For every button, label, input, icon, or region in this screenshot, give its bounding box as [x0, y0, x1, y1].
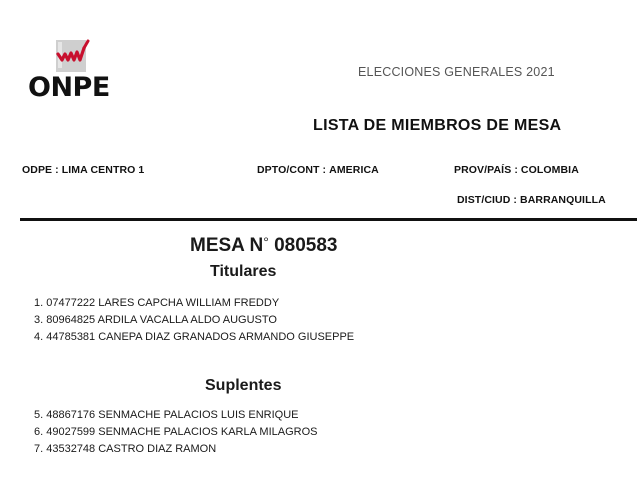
- dist-label: DIST/CIUD :: [457, 194, 518, 206]
- election-name: ELECCIONES GENERALES 2021: [358, 65, 555, 79]
- mesa-degree: °: [263, 234, 269, 250]
- odpe-field: [22, 164, 144, 176]
- prov-field: [454, 164, 579, 176]
- prov-value: COLOMBIA: [520, 164, 579, 176]
- list-item: 4. 44785381 CANEPA DIAZ GRANADOS ARMANDO GIUSEPPE: [34, 331, 355, 343]
- dpto-field: [257, 164, 379, 176]
- list-item: 7. 43532748 CASTRO DIAZ RAMON: [34, 443, 217, 455]
- odpe-label: ODPE :: [22, 164, 59, 176]
- logo-text: ONPE: [28, 72, 110, 103]
- dpto-value: AMERICA: [329, 164, 379, 176]
- prov-label: PROV/PAÍS :: [454, 164, 518, 176]
- list-item: 1. 07477222 LARES CAPCHA WILLIAM FREDDY: [34, 297, 280, 309]
- dist-value: BARRANQUILLA: [520, 194, 606, 206]
- dpto-label: DPTO/CONT :: [257, 164, 327, 176]
- header-divider: [20, 218, 637, 221]
- dist-field: [457, 194, 606, 206]
- ballot-mark-icon: [54, 38, 94, 74]
- titulares-heading: Titulares: [210, 263, 277, 280]
- titulares-list: [34, 295, 354, 346]
- mesa-number: [190, 234, 338, 257]
- list-item: 6. 49027599 SENMACHE PALACIOS KARLA MILAGROS: [34, 426, 318, 438]
- suplentes-list: [34, 407, 317, 458]
- onpe-logo: [28, 38, 123, 104]
- odpe-value: LIMA CENTRO 1: [61, 164, 145, 176]
- mesa-label: MESA N: [190, 235, 264, 256]
- list-item: 5. 48867176 SENMACHE PALACIOS LUIS ENRIQUE: [34, 409, 299, 421]
- list-item: 3. 80964825 ARDILA VACALLA ALDO AUGUSTO: [34, 314, 277, 326]
- suplentes-heading: Suplentes: [205, 377, 282, 394]
- document-title: LISTA DE MIEMBROS DE MESA: [313, 117, 562, 134]
- mesa-value: 080583: [274, 235, 338, 256]
